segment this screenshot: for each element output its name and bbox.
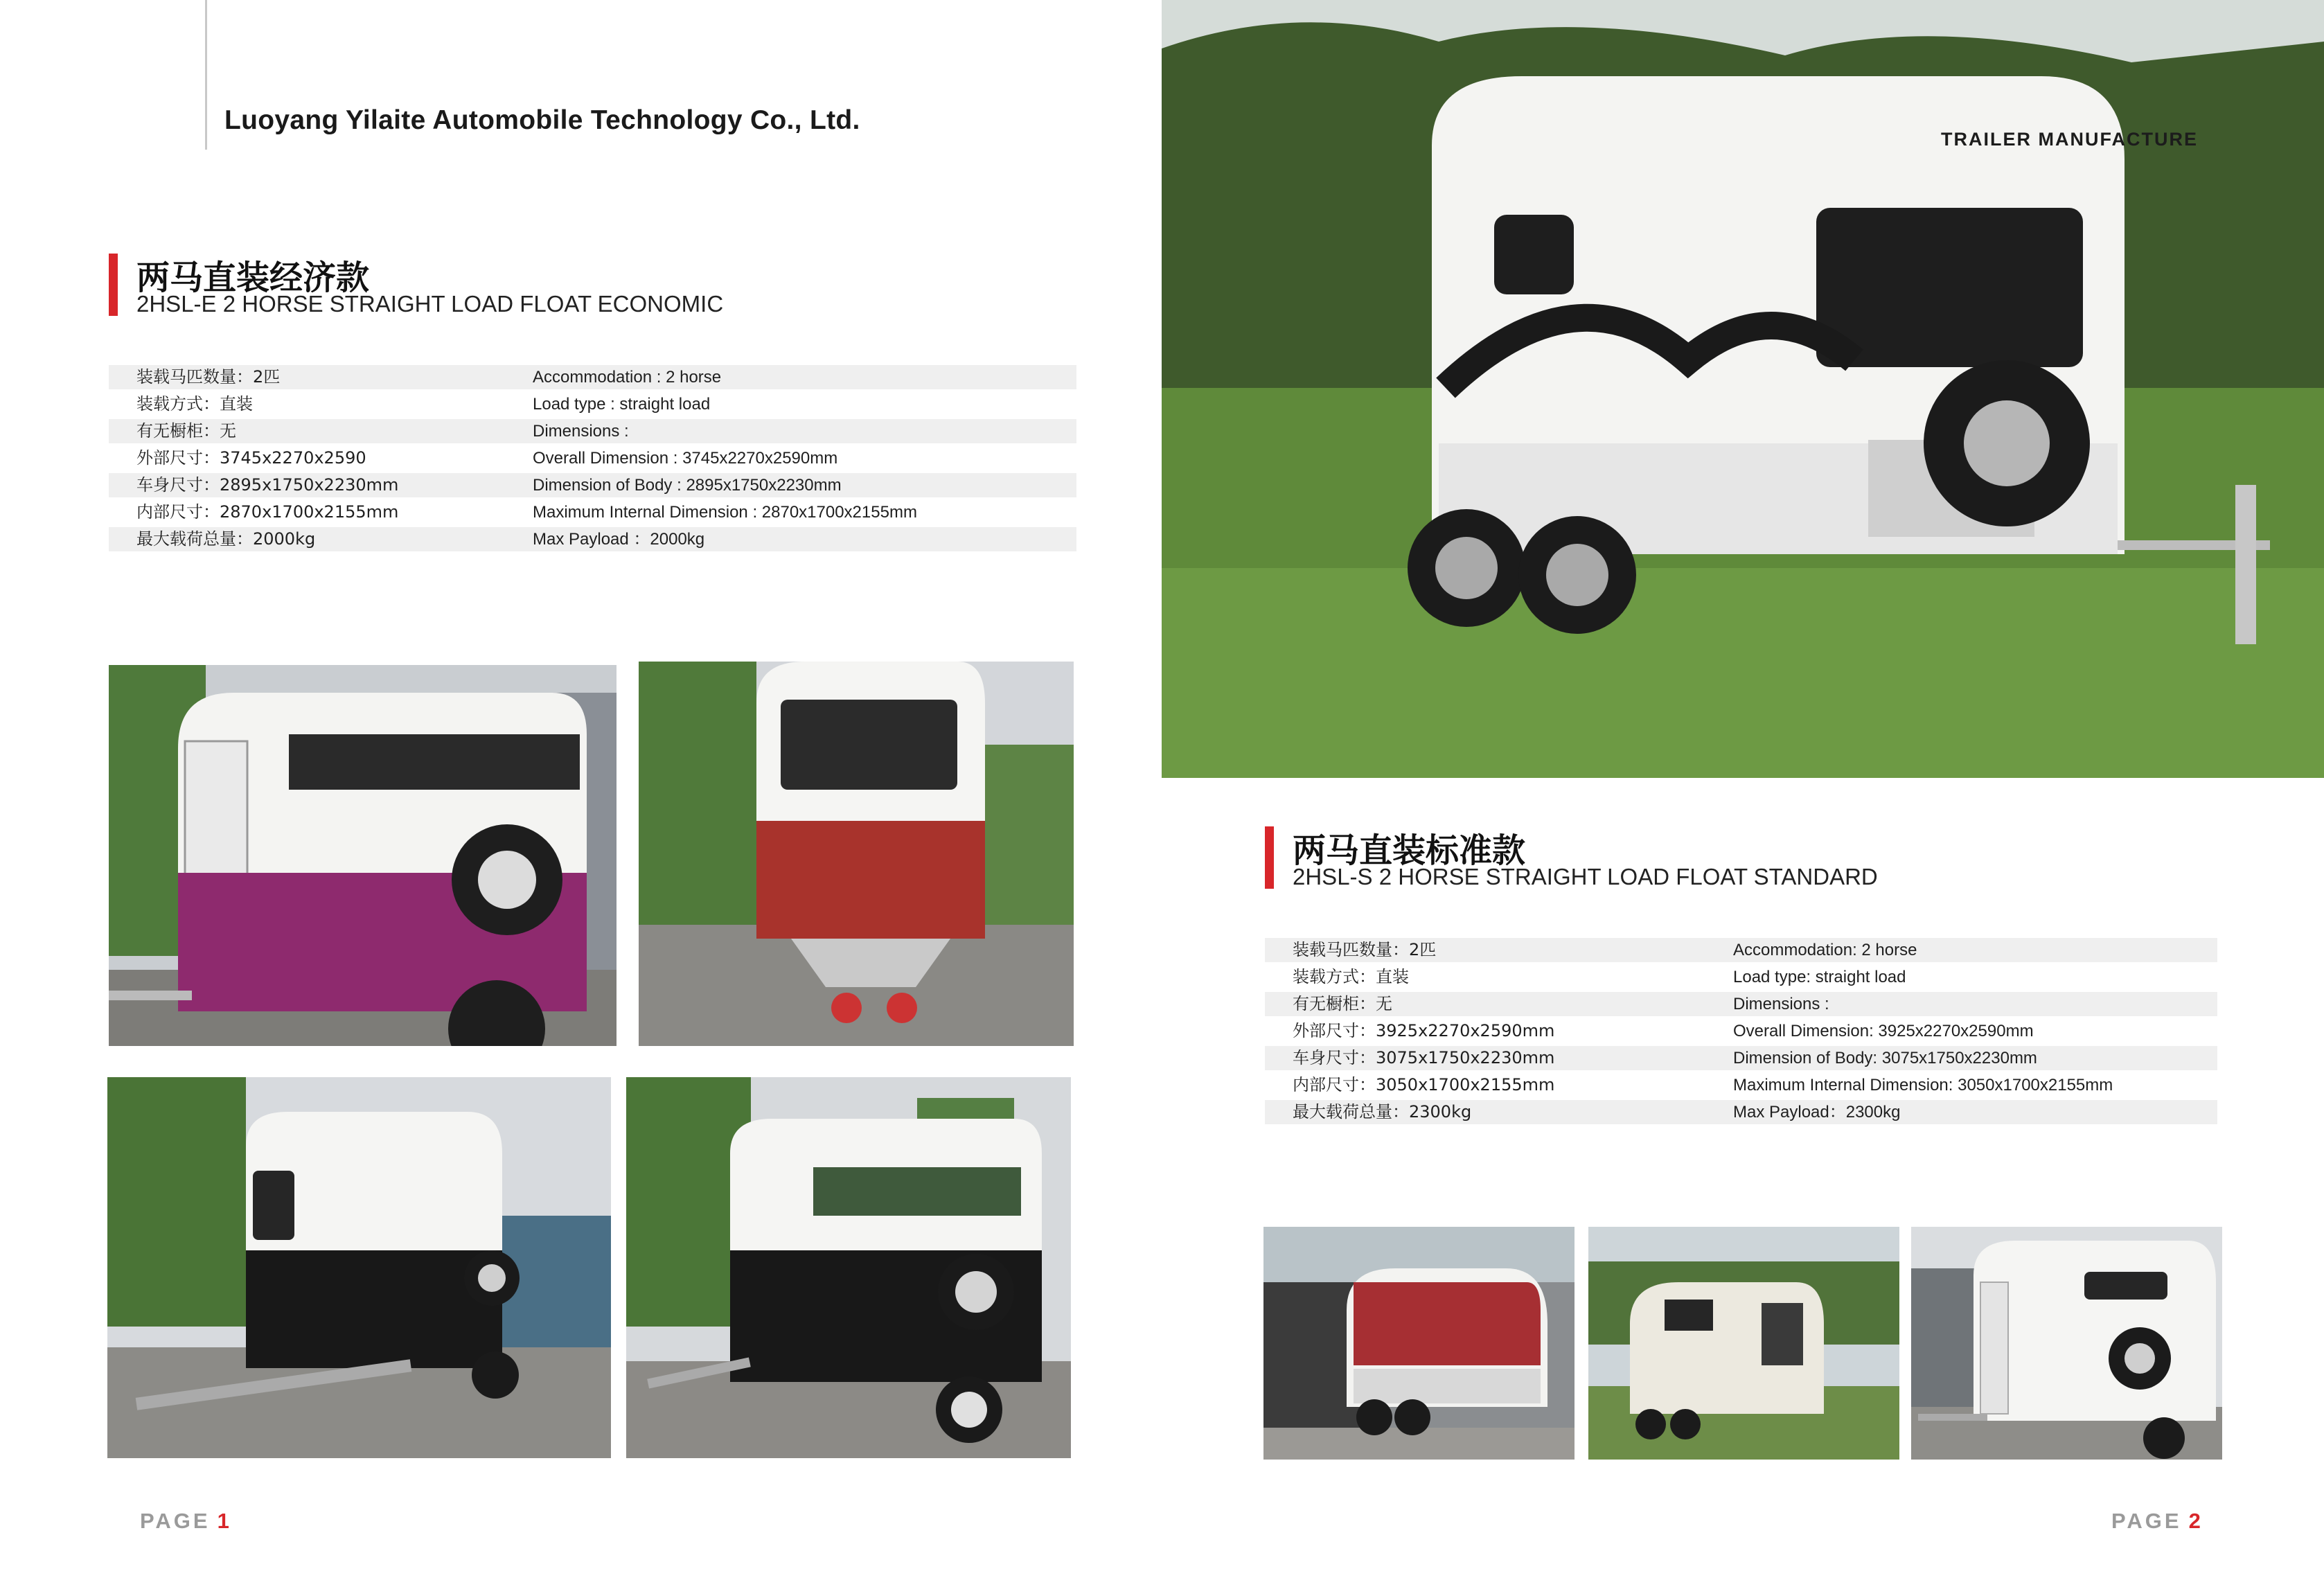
economic-title-zh: 两马直装经济款 [136, 258, 370, 297]
spec-row: 装载马匹数量：2匹 Accommodation: 2 horse [1265, 938, 2217, 962]
trailer-photo-white-yard [1588, 1227, 1899, 1460]
trailer-photo-black-side [626, 1077, 1071, 1458]
spec-row: 有无橱柜：无 Dimensions : [1265, 992, 2217, 1016]
accent-bar [1265, 826, 1274, 889]
trailer-photo-red-container [1263, 1227, 1575, 1460]
standard-title-en: 2HSL-S 2 HORSE STRAIGHT LOAD FLOAT STANDARD [1293, 864, 1878, 889]
spec-row: 装载马匹数量：2匹 Accommodation : 2 horse [109, 365, 1076, 389]
trailer-photo-black-front [107, 1077, 611, 1458]
page-number-left: PAGE 1 [140, 1509, 232, 1533]
page-number-right: PAGE 2 [2111, 1509, 2203, 1533]
trailer-photo-white-front [1911, 1227, 2222, 1460]
spec-row: 最大载荷总量：2000kg Max Payload ：2000kg [109, 527, 1076, 551]
spec-row: 外部尺寸：3925x2270x2590mm Overall Dimension: 3925x2270x2590mm [1293, 1021, 2034, 1040]
header-divider [205, 0, 207, 150]
company-name: Luoyang Yilaite Automobile Technology Co., Ltd. [224, 105, 860, 135]
hero-trailer-photo [1162, 0, 2324, 778]
economic-title-en: 2HSL-E 2 HORSE STRAIGHT LOAD FLOAT ECONOMIC [136, 291, 724, 317]
trailer-photo-red-rear [639, 662, 1074, 1046]
hero-caption: TRAILER MANUFACTURE [1941, 129, 2198, 150]
spec-row: 有无橱柜：无 Dimensions : [109, 419, 1076, 443]
spec-row: 车身尺寸：2895x1750x2230mm Dimension of Body : 2895x1750x2230mm [109, 473, 1076, 497]
spec-row: 最大载荷总量：2300kg Max Payload：2300kg [1265, 1100, 2217, 1124]
spec-row: 内部尺寸：2870x1700x2155mm Maximum Internal Dimension : 2870x1700x2155mm [136, 502, 917, 522]
spec-row: 车身尺寸：3075x1750x2230mm Dimension of Body: 3075x1750x2230mm [1265, 1046, 2217, 1070]
spec-row: 装载方式：直装 Load type : straight load [136, 394, 711, 414]
accent-bar [109, 254, 118, 316]
standard-title-zh: 两马直装标准款 [1293, 831, 1526, 870]
spec-row: 内部尺寸：3050x1700x2155mm Maximum Internal Dimension: 3050x1700x2155mm [1293, 1075, 2113, 1094]
spec-row: 外部尺寸：3745x2270x2590 Overall Dimension : 3745x2270x2590mm [136, 448, 838, 468]
trailer-photo-purple-side [109, 665, 617, 1046]
spec-row: 装载方式：直装 Load type: straight load [1293, 967, 1906, 986]
